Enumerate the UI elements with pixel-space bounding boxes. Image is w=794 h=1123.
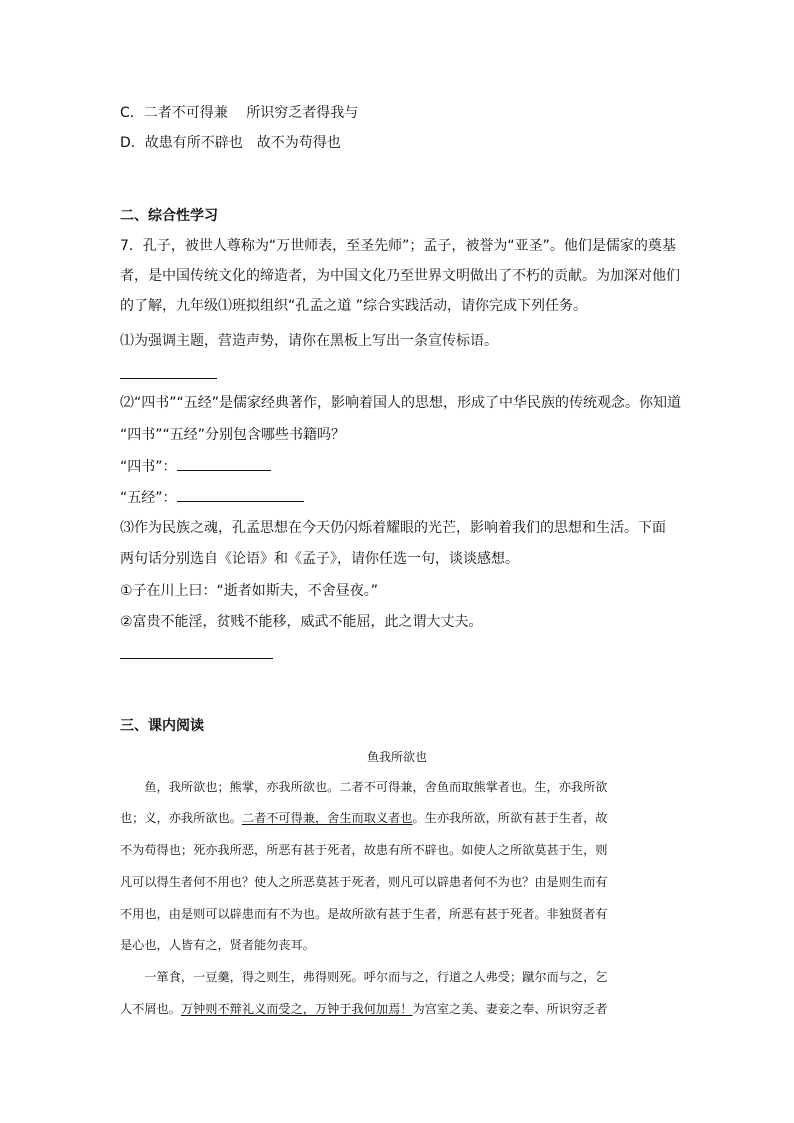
task-2-prompt-line-2: “四书”“五经”分别包含哪些书籍吗？	[120, 427, 346, 443]
section-3-heading: 三、课内阅读	[120, 718, 204, 734]
passage-text: 为宫室之美、妻妾之奉、所识穷乏者	[412, 1002, 608, 1016]
wujing-answer-blank[interactable]	[177, 489, 304, 502]
task-3-prompt-line-2: 两句话分别选自《论语》和《孟子》，请你任选一句，谈谈感想。	[120, 551, 519, 567]
passage-line-6	[120, 935, 674, 955]
passage-text: 人不屑也。	[120, 1002, 181, 1016]
passage-line-4	[120, 872, 674, 892]
question-7-intro-line-3: 的了解，九年级⑴班拟组织“孔孟之道 ”综合实践活动，请你完成下列任务。	[120, 298, 587, 314]
task-1-prompt: ⑴为强调主题，营造声势，请你在黑板上写出一条宣传标语。	[120, 333, 498, 349]
sishu-answer-row	[120, 457, 271, 477]
question-7-intro-line-2: 者，是中国传统文化的缔造者，为中国文化乃至世界文明做出了不朽的贡献。为加深对他们	[120, 268, 680, 284]
passage-text: 。生亦我所欲，所欲有甚于生者，故	[412, 811, 608, 825]
passage-title: 鱼我所欲也	[366, 750, 427, 764]
wujing-answer-row	[120, 488, 304, 508]
underlined-sentence-2: 万钟则不辩礼义而受之，万钟于我何加焉！	[180, 1002, 413, 1016]
passage-text: 是心也，人皆有之，贤者能勿丧耳。	[120, 938, 315, 952]
option-c: C．二者不可得兼 所识穷乏者得我与	[120, 105, 359, 121]
passage-line-7	[120, 967, 674, 987]
passage-line-1	[120, 777, 674, 797]
section-2-heading: 二、综合性学习	[120, 208, 218, 224]
passage-line-3	[120, 840, 674, 860]
passage-line-2	[120, 808, 674, 828]
quote-2: ②富贵不能淫，贫贱不能移，威武不能屈，此之谓大丈夫。	[120, 614, 483, 630]
question-7-intro-line-1: 7．孔子，被世人尊称为“万世师表，至圣先师”；孟子，被誉为“亚圣”。他们是儒家的奠基	[120, 238, 676, 254]
option-d: D．故患有所不辟也 故不为苟得也	[120, 135, 341, 151]
passage-line-5	[120, 904, 674, 924]
task-1-answer-line[interactable]	[120, 378, 217, 379]
underlined-sentence-1: 二者不可得兼，舍生而取义者也	[241, 811, 413, 825]
sishu-answer-blank[interactable]	[177, 458, 271, 471]
passage-text: 不用也，由是则可以辟患而有不为也。是故所欲有甚于生者，所恶有甚于死者。非独贤者有	[120, 907, 608, 921]
task-2-prompt-line-1: ⑵“四书”“五经”是儒家经典著作，影响着国人的思想，形成了中华民族的传统观念。你知道	[120, 395, 682, 411]
quote-1: ①子在川上曰：“逝者如斯夫，不舍昼夜。”	[120, 583, 379, 599]
passage-text: 鱼，我所欲也；熊掌，亦我所欲也。二者不可得兼，舍鱼而取熊掌者也。生，亦我所欲	[120, 780, 608, 794]
sishu-label: “四书”：	[120, 459, 177, 475]
passage-text: 也；义，亦我所欲也。	[120, 811, 242, 825]
task-3-prompt-line-1: ⑶作为民族之魂，孔孟思想在今天仍闪烁着耀眼的光芒，影响着我们的思想和生活。下面	[120, 520, 666, 536]
passage-text: 凡可以得生者何不用也？使人之所恶莫甚于死者，则凡可以辟患者何不为也？由是则生而有	[120, 875, 608, 889]
wujing-label: “五经”：	[120, 490, 177, 506]
passage-text: 一箪食，一豆羹，得之则生，弗得则死。呼尔而与之，行道之人弗受；蹴尔而与之，乞	[120, 970, 608, 984]
task-3-answer-line[interactable]	[120, 658, 273, 659]
passage-line-8	[120, 999, 674, 1019]
passage-text: 不为苟得也；死亦我所恶，所恶有甚于死者，故患有所不辟也。如使人之所欲莫甚于生，则	[120, 843, 608, 857]
